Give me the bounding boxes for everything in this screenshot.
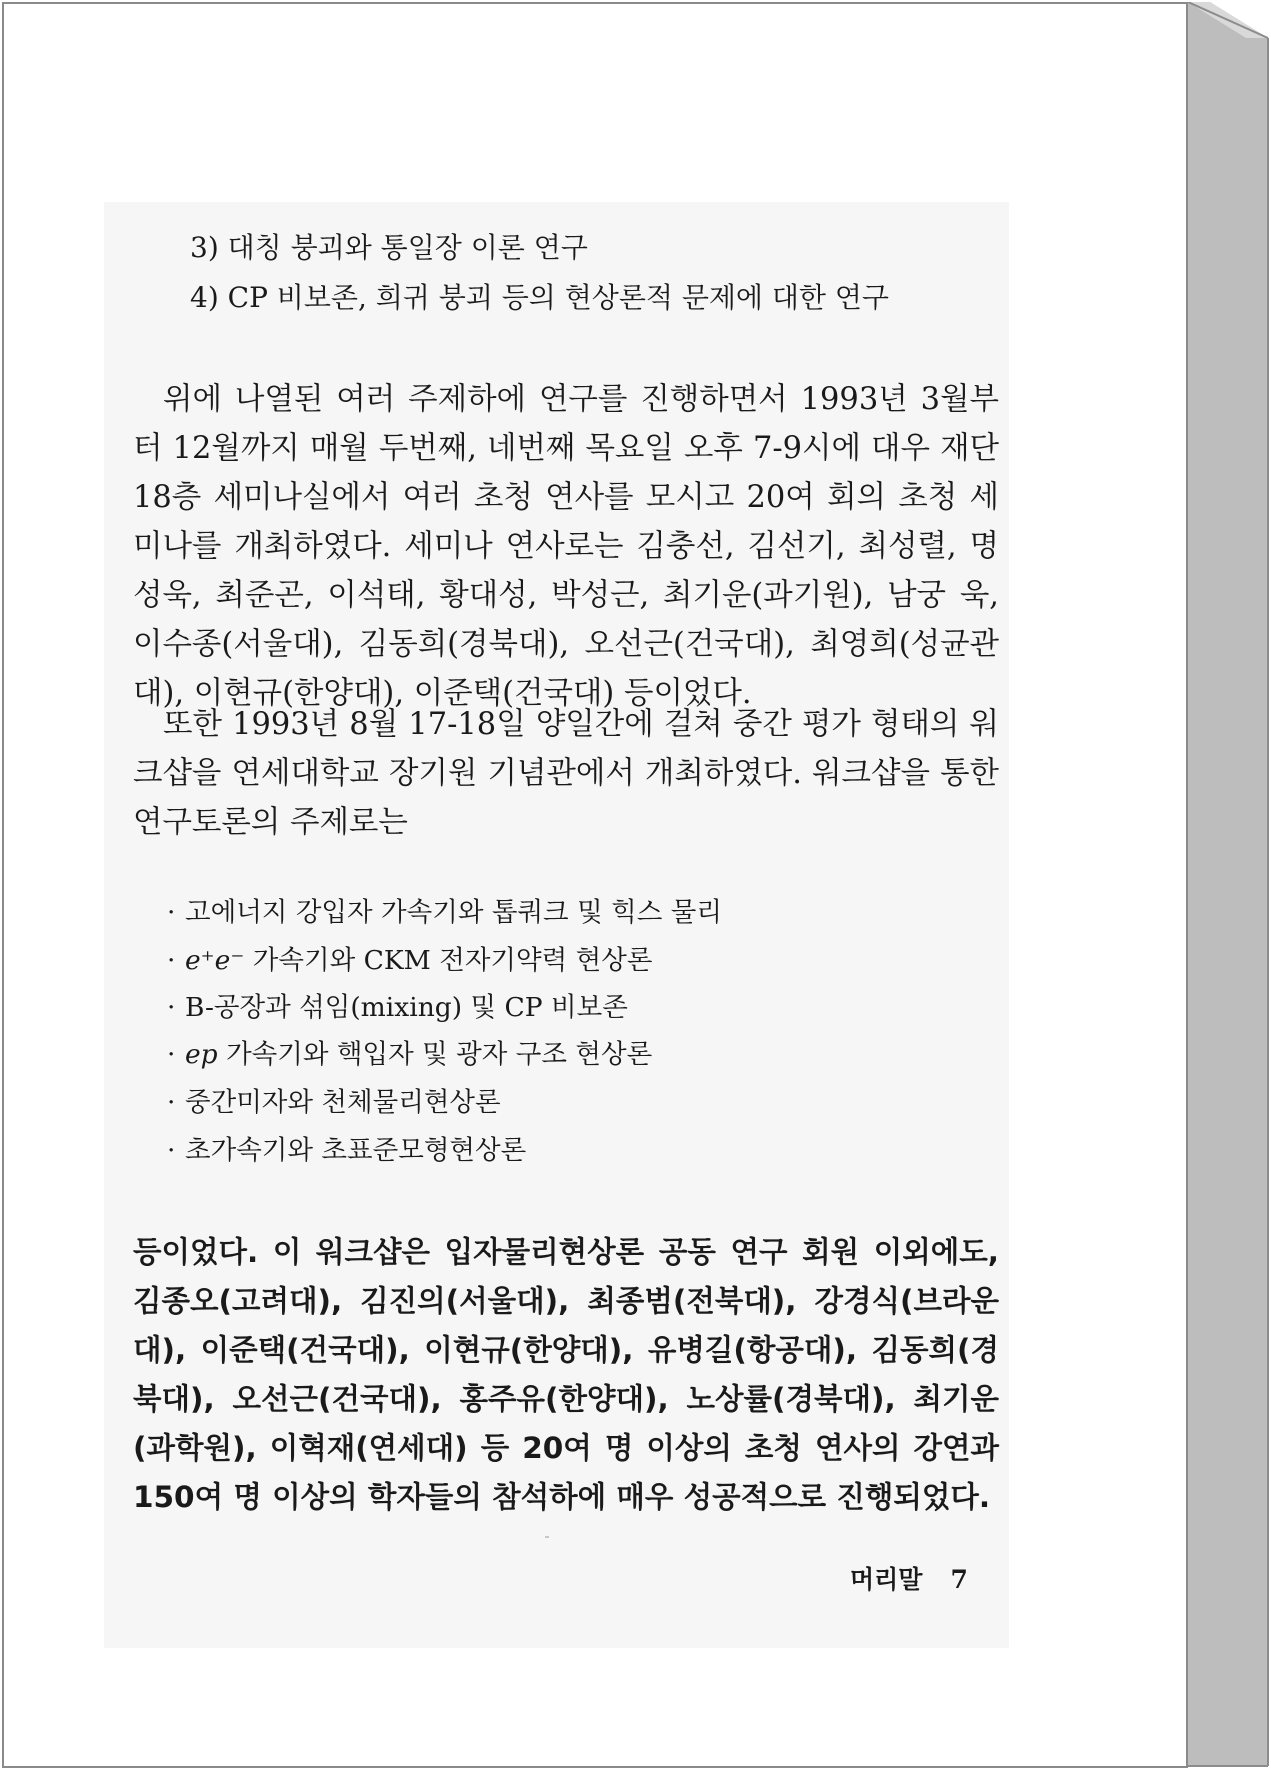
paragraph-seminar — [133, 375, 999, 718]
book-thickness-edge — [1188, 2, 1270, 1770]
workshop-topic-item — [167, 1085, 501, 1121]
topic-text: B-공장과 섞임(mixing) 및 CP 비보존 — [185, 992, 628, 1023]
topic-text: 중간미자와 천체물리현상론 — [185, 1087, 501, 1118]
bullet-dot-icon: · — [167, 945, 176, 976]
research-topic-4: 4) CP 비보존, 희귀 붕괴 등의 현상론적 문제에 대한 연구 — [190, 281, 889, 314]
workshop-topic-item — [167, 1133, 526, 1169]
paragraph-closing: 등이었다. 이 워크샵은 입자물리현상론 공동 연구 회원 이외에도, 김종오(고려대), 김진의(서울대), 최종범(전북대), 강경식(브라운대), 이준택(건국대), 이현규(한양대), 유병길(항공대), 김동희(경북대), 오선근(건국대), 홍주유(한양대), 노상률(경북대), 최기운(과학원), 이혁재(연세대) 등 20여 명 이상의 초청 연사의 강연과 150여 명 이상의 학자들의 참석하에 매우 성공적으로 진행되었다. — [133, 1235, 999, 1514]
page-number: 7 — [950, 1565, 968, 1594]
topic-text: 가속기와 핵입자 및 광자 구조 현상론 — [217, 1039, 653, 1070]
bullet-dot-icon: · — [167, 1039, 176, 1070]
bullet-dot-icon: · — [167, 1135, 176, 1166]
running-header-section: 머리말 — [850, 1565, 923, 1594]
workshop-topic-item — [167, 895, 722, 931]
topic-prefix: e⁺e⁻ — [185, 945, 245, 976]
workshop-topic-item — [167, 943, 652, 979]
scan-speck — [545, 1536, 549, 1538]
topic-text: 고에너지 강입자 가속기와 톱쿼크 및 힉스 물리 — [185, 897, 722, 928]
topic-text: 초가속기와 초표준모형현상론 — [185, 1135, 527, 1166]
bullet-dot-icon: · — [167, 1087, 176, 1118]
topic-text: 가속기와 CKM 전자기약력 현상론 — [244, 945, 653, 976]
bullet-dot-icon: · — [167, 992, 176, 1023]
topic-prefix: ep — [185, 1039, 218, 1070]
bullet-dot-icon: · — [167, 897, 176, 928]
research-topic-3: 3) 대칭 붕괴와 통일장 이론 연구 — [190, 231, 588, 264]
workshop-topic-item — [167, 990, 628, 1026]
workshop-topic-item — [167, 1037, 652, 1073]
paragraph-workshop — [133, 700, 999, 847]
paragraph-seminar-text: 위에 나열된 여러 주제하에 연구를 진행하면서 1993년 3월부터 12월까지 매월 두번째, 네번째 목요일 오후 7-9시에 대우 재단 18층 세미나실에서 여러 초청 연사를 모시고 20여 회의 초청 세미나를 개최하였다. 세미나 연사로는 김충선, 김선기, 최성렬, 명성욱, 최준곤, 이석태, 황대성, 박성근, 최기운(과기원), 남궁 욱, 이수종(서울대), 김동희(경북대), 오선근(건국대), 최영희(성균관대), 이현규(한양대), 이준택(건국대) 등이었다. — [133, 382, 999, 711]
page-footer — [850, 1560, 968, 1596]
paragraph-workshop-text: 또한 1993년 8월 17-18일 양일간에 걸쳐 중간 평가 형태의 워크샵을 연세대학교 장기원 기념관에서 개최하였다. 워크샵을 통한 연구토론의 주제로는 — [133, 707, 999, 840]
